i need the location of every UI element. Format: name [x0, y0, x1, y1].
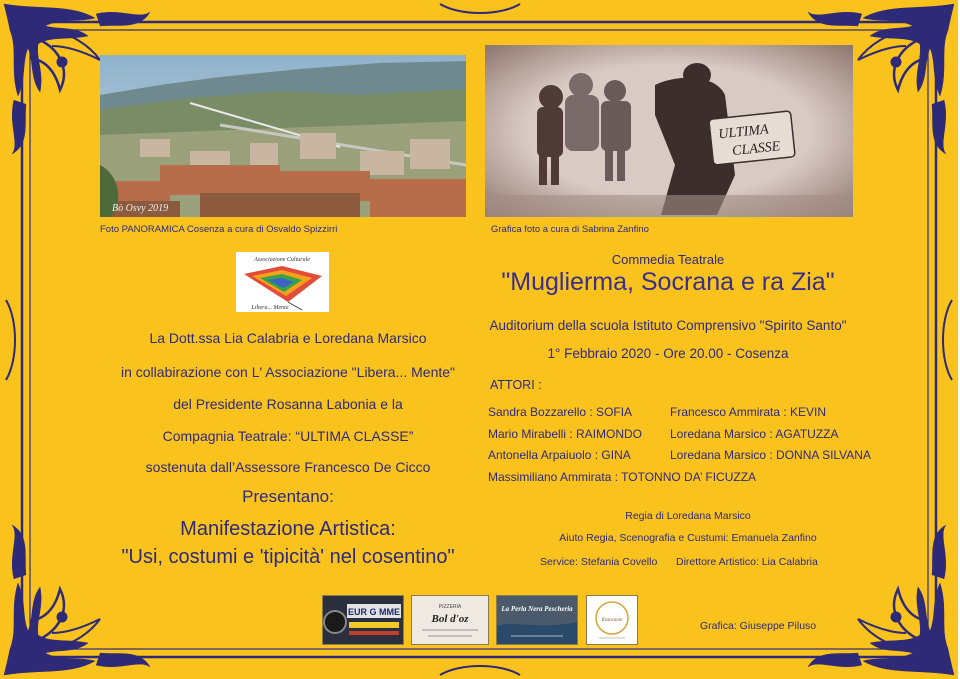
bag-text-2: CLASSE	[731, 139, 782, 160]
service-credit: Service: Stefania Covello	[540, 556, 658, 568]
organizers-line: La Dott.ssa Lia Calabria e Loredana Marsico	[149, 330, 427, 346]
photo-watermark: Bò Osvy 2019	[112, 203, 169, 214]
event-name-line1: Manifestazione Artistica:	[180, 518, 396, 540]
sponsor-name: La Perla Nera Pescheria	[501, 605, 573, 613]
sponsor-logo	[322, 595, 404, 645]
company-line: Compagnia Teatrale: “ULTIMA CLASSE”	[162, 428, 414, 444]
sponsor-logo	[496, 595, 578, 645]
president-line: del Presidente Rosanna Labonia e la	[173, 396, 403, 412]
sponsor-logo	[411, 595, 489, 645]
director-credit: Regia di Loredana Marsico	[625, 510, 751, 522]
svg-text:PIZZERIA: PIZZERIA	[438, 604, 462, 610]
sponsor-name: EUR G MME	[347, 607, 401, 617]
graphics-credit: Grafica: Giuseppe Piluso	[700, 620, 817, 632]
play-genre: Commedia Teatrale	[611, 252, 725, 267]
artistic-director-credit: Direttore Artistico: Lia Calabria	[676, 556, 818, 568]
actor-item: Sandra Bozzarello : SOFIA	[488, 405, 633, 419]
left-photo-caption: Foto PANORAMICA Cosenza a cura di Osvaldo Spizzirri	[100, 224, 338, 235]
association-logo	[236, 252, 329, 312]
play-title: "Muglierma, Socrana e ra Zia"	[501, 268, 835, 296]
sponsor-name: Bol d'oz	[431, 613, 469, 625]
event-name-line2: "Usi, costumi e 'tipicità' nel cosentino"	[121, 546, 455, 568]
sponsor-name: Ristorante	[601, 618, 623, 623]
actor-item: Loredana Marsico : AGATUZZA	[670, 427, 839, 441]
actor-item: Francesco Ammirata : KEVIN	[670, 405, 827, 419]
collaboration-line: in collabirazione con L' Associazione "Libera... Mente"	[120, 364, 456, 380]
logo-top-text: Associazione Culturale	[254, 257, 310, 263]
logo-bottom-text: Libera... Mente	[251, 305, 289, 311]
assistant-credit: Aiuto Regia, Scenografia e Custumi: Emanuela Zanfino	[559, 532, 817, 544]
vintage-illustration	[485, 45, 853, 217]
sponsor-line: sostenuta dall’Assessore Francesco De Cicco	[145, 459, 431, 475]
venue-line: Auditorium della scuola Istituto Comprensivo "Spirito Santo"	[489, 318, 847, 333]
date-time-line: 1° Febbraio 2020 - Ore 20.00 - Cosenza	[547, 346, 789, 361]
actor-item: Antonella Arpaiuolo : GINA	[488, 448, 631, 462]
presentano-heading: Presentano:	[242, 487, 334, 506]
sponsor-logo	[586, 595, 638, 645]
actors-heading: ATTORI :	[490, 378, 542, 392]
actor-item: Loredana Marsico : DONNA SILVANA	[670, 448, 871, 462]
right-photo-caption: Grafica foto a cura di Sabrina Zanfino	[491, 224, 649, 235]
actor-item: Massimiliano Ammirata : TOTONNO DA’ FICUZZA	[488, 470, 757, 484]
actor-item: Mario Mirabelli : RAIMONDO	[488, 427, 643, 441]
panorama-photo	[100, 55, 466, 217]
bag-text-1: ULTIMA	[717, 122, 770, 143]
